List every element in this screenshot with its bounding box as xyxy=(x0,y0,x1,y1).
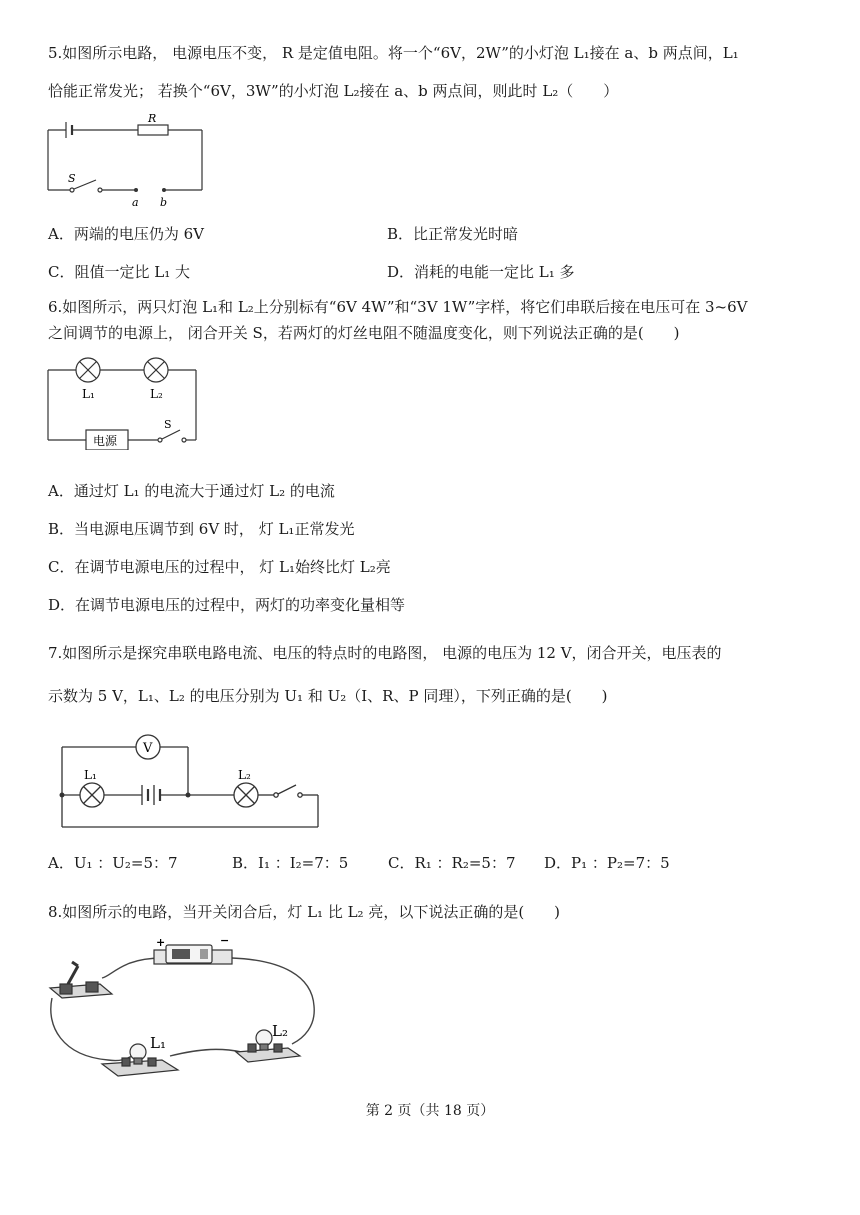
minus-terminal-label: − xyxy=(220,936,230,947)
lamp-l1-label: L₁ xyxy=(150,1034,166,1052)
lamp-l2-label: L₂ xyxy=(150,387,163,401)
wire xyxy=(102,958,162,978)
resistor-label: R xyxy=(148,112,157,125)
q7-circuit-figure xyxy=(52,727,327,835)
lamp-l1-label: L₁ xyxy=(82,387,95,401)
q5-option-c: C．阻值一定比 L₁ 大 xyxy=(48,263,190,281)
terminal-a xyxy=(134,188,138,192)
switch-blade xyxy=(74,180,96,189)
voltmeter-label: V xyxy=(143,741,153,756)
q6-option-d: D．在调节电源电压的过程中，两灯的功率变化量相等 xyxy=(48,596,406,614)
switch-blade xyxy=(278,785,296,794)
q7-option-b: B．I₁ ：I₂=7：5 xyxy=(232,854,349,872)
page-footer: 第 2 页（共 18 页） xyxy=(365,1103,495,1119)
q6-stem-line1: 6.如图所示，两只灯泡 L₁和 L₂上分别标有“6V 4W”和“3V 1W”字样，将它们串联后接在电压可在 3~6V xyxy=(48,298,748,316)
q5-option-d: D．消耗的电能一定比 L₁ 多 xyxy=(387,263,575,281)
battery-figure xyxy=(154,945,232,964)
q8-stem-line1: 8.如图所示的电路，当开关闭合后，灯 L₁ 比 L₂ 亮，以下说法正确的是( ) xyxy=(48,903,561,921)
q6-option-a: A．通过灯 L₁ 的电流大于通过灯 L₂ 的电流 xyxy=(48,482,335,500)
power-source-label: 电源 xyxy=(93,434,118,448)
lamp-l2-label: L₂ xyxy=(272,1022,288,1040)
q5-option-b: B．比正常发光时暗 xyxy=(387,225,519,243)
switch-label: S xyxy=(164,418,172,431)
lamp-l2-figure xyxy=(236,1030,300,1062)
q7-stem-line2: 示数为 5 V，L₁、L₂ 的电压分别为 U₁ 和 U₂（I、R、P 同理），下列正确的是( ) xyxy=(48,687,608,705)
switch-blade xyxy=(162,430,180,439)
q6-option-b: B．当电源电压调节到 6V 时， 灯 L₁正常发光 xyxy=(48,520,355,538)
q5-circuit-figure xyxy=(40,110,215,215)
q6-circuit-figure xyxy=(40,350,210,450)
q6-option-c: C．在调节电源电压的过程中， 灯 L₁始终比灯 L₂亮 xyxy=(48,558,391,576)
q5-stem-line2: 恰能正常发光； 若换个“6V，3W”的小灯泡 L₂接在 a、b 两点间，则此时 L₂（ ） xyxy=(48,82,619,100)
q5-option-a: A．两端的电压仍为 6V xyxy=(48,225,204,243)
terminal-b-label: b xyxy=(160,196,168,209)
q8-physical-circuit-figure xyxy=(42,936,327,1082)
knife-switch-figure xyxy=(50,962,112,998)
q7-option-c: C．R₁ ：R₂=5：7 xyxy=(388,854,516,872)
terminal-b xyxy=(162,188,166,192)
q5-stem-line1: 5.如图所示电路， 电源电压不变， R 是定值电阻。将一个“6V，2W”的小灯泡 L₁接在 a、b 两点间，L₁ xyxy=(48,44,739,62)
q6-stem-line2: 之间调节的电源上， 闭合开关 S，若两灯的灯丝电阻不随温度变化，则下列说法正确的是( ) xyxy=(48,324,680,342)
q7-stem-line1: 7.如图所示是探究串联电路电流、电压的特点时的电路图， 电源的电压为 12 V，闭合开关，电压表的 xyxy=(48,644,722,662)
lamp-l1-label: L₁ xyxy=(84,768,97,782)
terminal-a-label: a xyxy=(132,196,139,209)
q7-option-a: A．U₁ ：U₂=5：7 xyxy=(48,854,178,872)
q7-option-d: D．P₁ ：P₂=7：5 xyxy=(544,854,670,872)
resistor-symbol xyxy=(138,125,168,135)
plus-terminal-label: + xyxy=(156,936,166,949)
switch-label: S xyxy=(68,172,76,185)
lamp-l2-label: L₂ xyxy=(238,768,251,782)
